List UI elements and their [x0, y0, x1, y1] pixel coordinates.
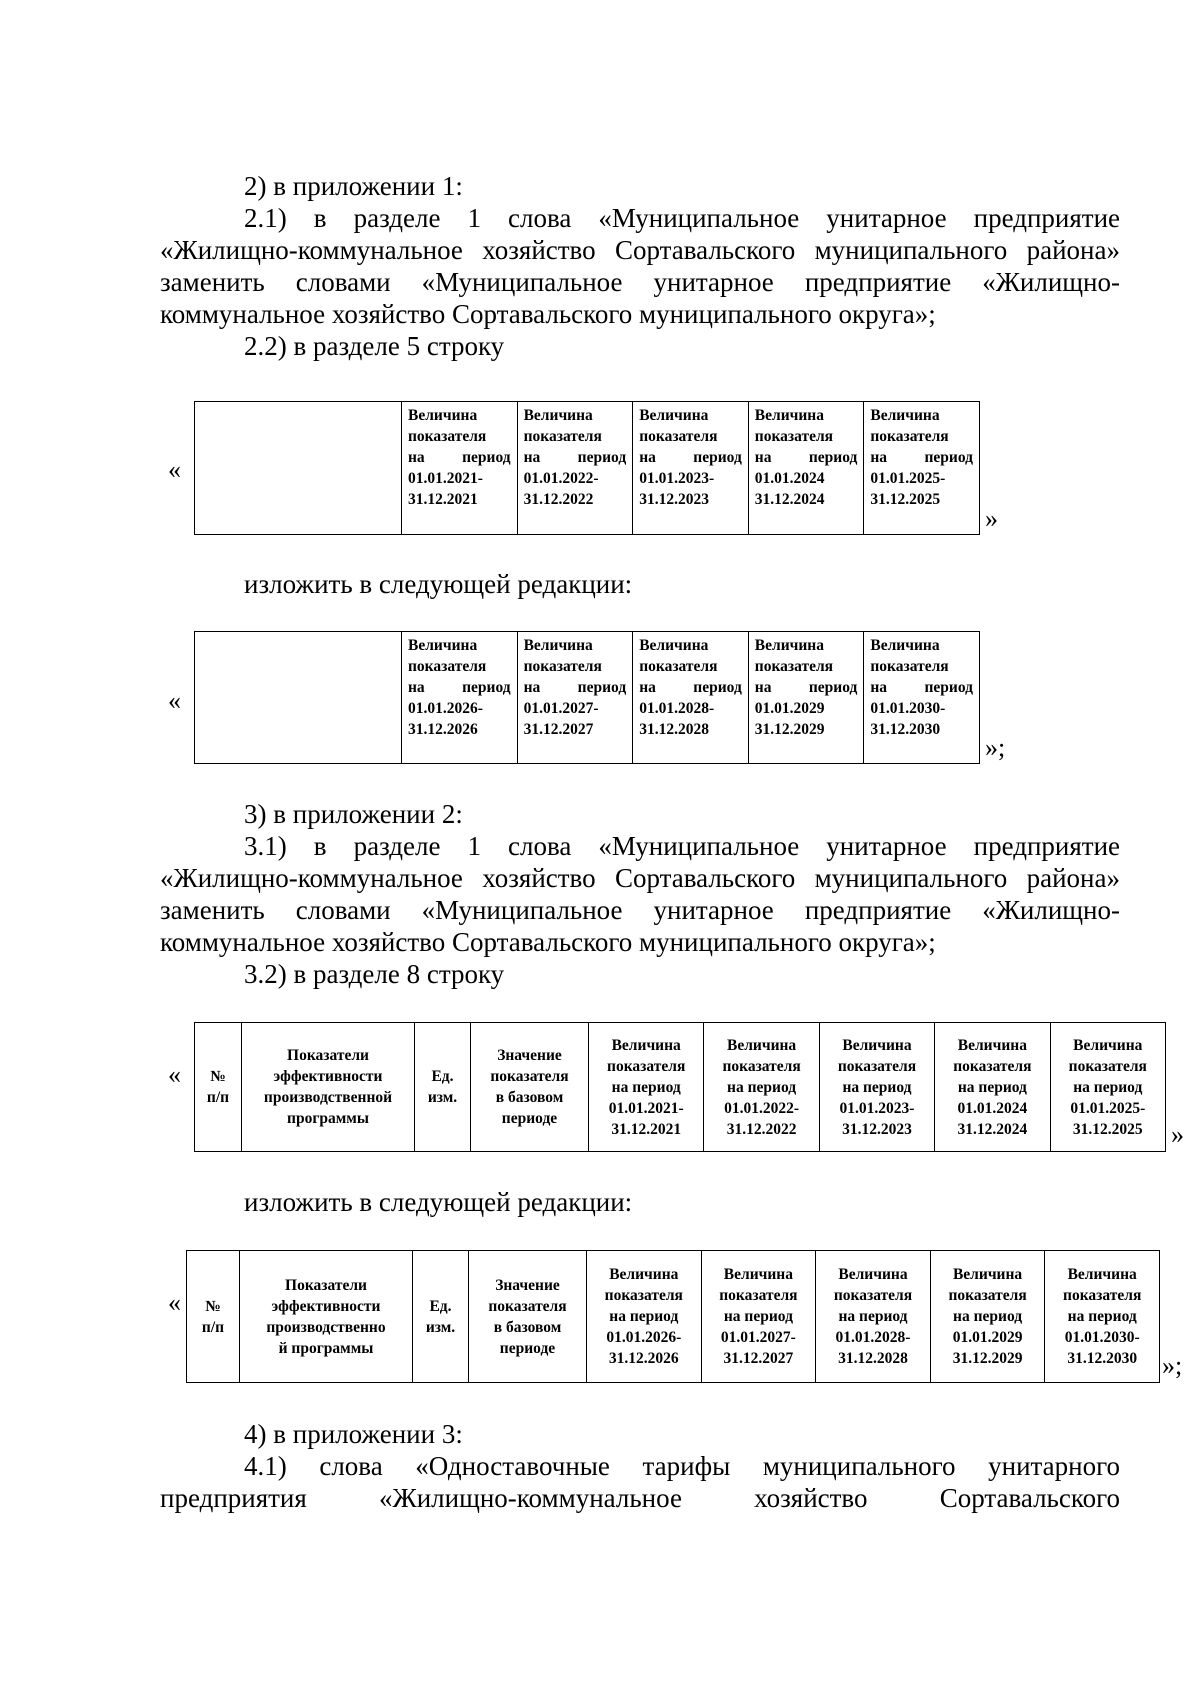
cell-line: на период [754, 449, 858, 466]
table-a-old-col-3 [633, 402, 749, 535]
cell-line: показателя [754, 428, 834, 445]
paragraph-3-1-line-3: заменить словами «Муниципальное унитарное предприятие «Жилищно- [160, 895, 1120, 925]
paragraph-3-1-line-1: 3.1) в разделе 1 слова «Муниципальное унитарное предприятие [244, 831, 1120, 861]
table-b-old-col-4: Величина показателя на период 01.01.2024 31.12.2024 [935, 1023, 1050, 1152]
table-b-old-col-1: Величина показателя на период 01.01.2021- 31.12.2021 [589, 1023, 704, 1152]
table-b-new-col-4: Величина показателя на период 01.01.2029 31.12.2029 [930, 1251, 1045, 1383]
cell-line: показателя [870, 658, 949, 675]
table-a-old-col-4 [748, 402, 864, 535]
cell-line: показателя [870, 428, 949, 445]
cell-line: на период [408, 679, 511, 696]
cell-line: Величина [408, 637, 478, 654]
cell-line: на период [639, 449, 742, 466]
cell-line: 31.12.2028 [639, 721, 709, 738]
cell-line: 31.12.2023 [639, 491, 709, 508]
table-b-old-col-5: Величина показателя на период 01.01.2025- 31.12.2025 [1050, 1023, 1165, 1152]
table-a-new-col-4 [748, 632, 864, 764]
cell-line: Величина [523, 407, 593, 424]
table-a-old-col-2 [517, 402, 633, 535]
cell-line: 31.12.2024 [754, 491, 825, 508]
table-a-old-empty-cell [195, 402, 402, 535]
cell-line: показателя [639, 428, 718, 445]
table-a-new [194, 631, 980, 764]
cell-line: на период [870, 449, 973, 466]
cell-line: показателя [408, 658, 487, 675]
cell-line: 31.12.2025 [870, 491, 941, 508]
table-b-old-col-3: Величина показателя на период 01.01.2023- 31.12.2023 [819, 1023, 934, 1152]
table-b-new-indicators-header: Показатели эффективности производственно й программы [240, 1251, 413, 1383]
cell-line: 01.01.2027- [523, 700, 599, 717]
table-a-old-open-quote: « [168, 455, 181, 484]
table-a-old-col-1 [402, 402, 518, 535]
table-a-new-col-2 [517, 632, 633, 764]
cell-line: 01.01.2022- [523, 470, 599, 487]
cell-line: показателя [523, 658, 602, 675]
table-a-old-col-5 [864, 402, 980, 535]
cell-line: показателя [754, 658, 834, 675]
cell-line: на период [870, 679, 973, 696]
cell-line: Величина [408, 407, 478, 424]
table-b-new-close-quote: »; [1162, 1351, 1183, 1380]
cell-line: 01.01.2029 [754, 700, 825, 717]
paragraph-2-1-line-3: заменить словами «Муниципальное унитарное предприятие «Жилищно- [160, 267, 1120, 297]
cell-line: 01.01.2021- [408, 470, 483, 487]
table-b-new-col-1: Величина показателя на период 01.01.2026- 31.12.2026 [587, 1251, 702, 1383]
table-a-old-close-quote: » [985, 504, 998, 533]
table-b-old-col-2: Величина показателя на период 01.01.2022- 31.12.2022 [704, 1023, 819, 1152]
cell-line: 31.12.2029 [754, 721, 825, 738]
table-b-new-num-header: № п/п [187, 1251, 240, 1383]
paragraph-2-2: 2.2) в разделе 5 строку [244, 331, 505, 361]
paragraph-2-1-line-1: 2.1) в разделе 1 слова «Муниципальное унитарное предприятие [244, 203, 1120, 233]
edit-phrase-1: изложить в следующей редакции: [244, 569, 633, 599]
cell-line: Величина [870, 407, 940, 424]
paragraph-3-1-line-2: «Жилищно-коммунальное хозяйство Сортавальского муниципального района» [160, 863, 1120, 893]
table-b-old-base-header: Значение показателя в базовом периоде [471, 1023, 589, 1152]
table-b-old-unit-header: Ед. изм. [415, 1023, 471, 1152]
cell-line: 31.12.2027 [523, 721, 594, 738]
table-b-new [186, 1250, 1160, 1383]
cell-line: на период [408, 449, 511, 466]
cell-line: на период [523, 449, 627, 466]
cell-line: Величина [639, 637, 709, 654]
paragraph-4-1-line-2: предприятия «Жилищно-коммунальное хозяйство Сортавальского [160, 1483, 1120, 1513]
table-a-old [194, 401, 980, 535]
section-2-heading: 2) в приложении 1: [244, 171, 463, 201]
edit-phrase-2: изложить в следующей редакции: [244, 1187, 633, 1217]
table-b-old [194, 1022, 1166, 1152]
table-b-old-close-quote: » [1171, 1120, 1184, 1149]
table-b-old-indicators-header: Показатели эффективности производственной программы [242, 1023, 415, 1152]
section-4-heading: 4) в приложении 3: [244, 1419, 463, 1449]
cell-line: Величина [754, 407, 824, 424]
cell-line: на период [754, 679, 858, 696]
paragraph-3-1-line-4: коммунальное хозяйство Сортавальского муниципального округа»; [160, 927, 936, 957]
cell-line: показателя [408, 428, 487, 445]
cell-line: Величина [870, 637, 940, 654]
table-a-new-col-3 [633, 632, 749, 764]
paragraph-2-1-line-2: «Жилищно-коммунальное хозяйство Сортавальского муниципального района» [160, 235, 1120, 265]
paragraph-3-2: 3.2) в разделе 8 строку [244, 959, 505, 989]
table-b-new-col-2: Величина показателя на период 01.01.2027- 31.12.2027 [701, 1251, 816, 1383]
cell-line: Величина [754, 637, 824, 654]
table-b-new-unit-header: Ед. изм. [413, 1251, 469, 1383]
section-3-heading: 3) в приложении 2: [244, 799, 463, 829]
cell-line: 01.01.2026- [408, 700, 483, 717]
table-b-old-open-quote: « [168, 1060, 181, 1089]
cell-line: 01.01.2023- [639, 470, 715, 487]
cell-line: показателя [639, 658, 718, 675]
cell-line: 31.12.2021 [408, 491, 478, 508]
paragraph-2-1-line-4: коммунальное хозяйство Сортавальского муниципального округа»; [160, 299, 936, 329]
cell-line: 31.12.2026 [408, 721, 478, 738]
cell-line: на период [523, 679, 627, 696]
table-a-new-empty-cell [195, 632, 402, 764]
cell-line: на период [639, 679, 742, 696]
table-b-new-col-5: Величина показателя на период 01.01.2030- 31.12.2030 [1045, 1251, 1160, 1383]
table-b-new-open-quote: « [168, 1288, 181, 1317]
cell-line: Величина [639, 407, 709, 424]
cell-line: 01.01.2030- [870, 700, 946, 717]
cell-line: показателя [523, 428, 602, 445]
paragraph-4-1-line-1: 4.1) слова «Одноставочные тарифы муниципального унитарного [244, 1451, 1120, 1481]
table-b-old-num-header: № п/п [195, 1023, 242, 1152]
table-a-new-close-quote: »; [985, 733, 1006, 762]
table-a-new-col-1 [402, 632, 518, 764]
table-a-new-open-quote: « [168, 686, 181, 715]
cell-line: 01.01.2024 [754, 470, 825, 487]
cell-line: 01.01.2028- [639, 700, 715, 717]
cell-line: 31.12.2022 [523, 491, 594, 508]
cell-line: 31.12.2030 [870, 721, 941, 738]
table-a-new-col-5 [864, 632, 980, 764]
cell-line: Величина [523, 637, 593, 654]
table-b-new-col-3: Величина показателя на период 01.01.2028- 31.12.2028 [816, 1251, 931, 1383]
cell-line: 01.01.2025- [870, 470, 946, 487]
table-b-new-base-header: Значение показателя в базовом периоде [469, 1251, 587, 1383]
